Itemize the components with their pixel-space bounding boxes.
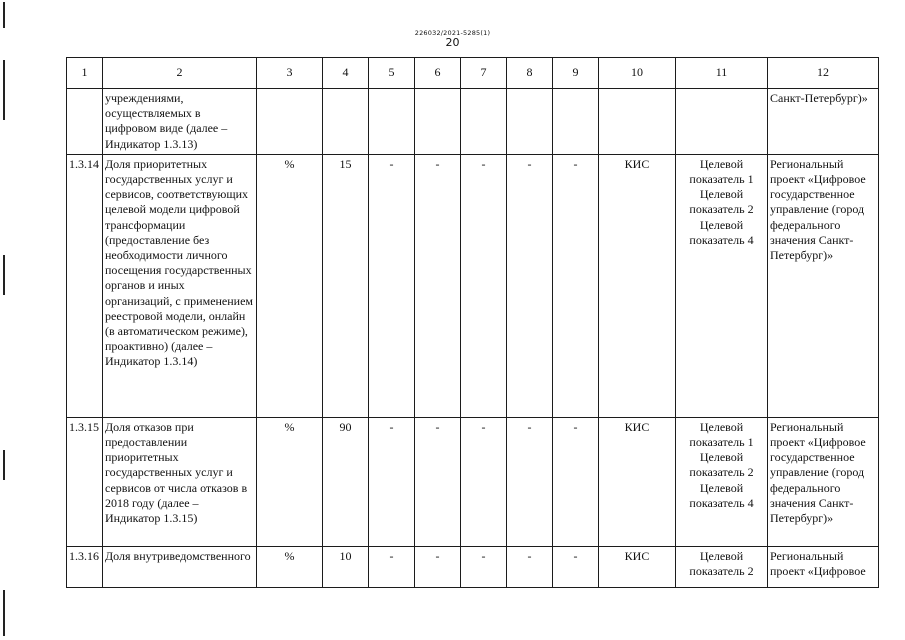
indicator-value: 10 — [323, 546, 369, 587]
indicator-unit: % — [257, 154, 323, 417]
page-number: 20 — [445, 36, 460, 49]
indicator-code: 1.3.15 — [67, 417, 103, 546]
indicator-code: 1.3.14 — [67, 154, 103, 417]
indicator-code: 1.3.16 — [67, 546, 103, 587]
indicator-value — [323, 89, 369, 155]
header-cell: 8 — [507, 58, 553, 89]
header-cell: 7 — [461, 58, 507, 89]
header-cell: 4 — [323, 58, 369, 89]
scan-edge — [3, 0, 6, 640]
cell-col5: - — [369, 546, 415, 587]
regional-project: Региональный проект «Цифровое — [768, 546, 879, 587]
info-system — [599, 89, 676, 155]
cell-col8: - — [507, 154, 553, 417]
header-cell: 2 — [103, 58, 257, 89]
cell-col9: - — [553, 154, 599, 417]
cell-col6: - — [415, 417, 461, 546]
target-indicator: Целевой показатель 1 Целевой показатель 2 Целевой показатель 4 — [676, 154, 768, 417]
cell-col8: - — [507, 417, 553, 546]
table-row — [67, 89, 879, 155]
header-cell: 6 — [415, 58, 461, 89]
cell-col7: - — [461, 417, 507, 546]
cell-col5: - — [369, 154, 415, 417]
indicator-value: 15 — [323, 154, 369, 417]
cell-col6: - — [415, 546, 461, 587]
info-system: КИС — [599, 417, 676, 546]
cell-col8 — [507, 89, 553, 155]
cell-col6 — [415, 89, 461, 155]
indicator-code — [67, 89, 103, 155]
regional-project: Региональный проект «Цифровое государственное управление (город федерального значения Санкт-Петербург)» — [768, 417, 879, 546]
cell-col7 — [461, 89, 507, 155]
indicator-unit — [257, 89, 323, 155]
header-cell: 12 — [768, 58, 879, 89]
header-row — [67, 58, 879, 89]
cell-col8: - — [507, 546, 553, 587]
cell-col9: - — [553, 546, 599, 587]
indicators-table — [66, 57, 879, 588]
indicator-unit: % — [257, 546, 323, 587]
cell-col7: - — [461, 154, 507, 417]
cell-col9 — [553, 89, 599, 155]
cell-col9: - — [553, 417, 599, 546]
header-cell: 1 — [67, 58, 103, 89]
indicator-name: Доля отказов при предоставлении приоритетных государственных услуг и сервисов от числа отказов в 2018 году (далее – Индикатор 1.3.15) — [103, 417, 257, 546]
regional-project: Санкт-Петербург)» — [768, 89, 879, 155]
info-system: КИС — [599, 546, 676, 587]
indicator-unit: % — [257, 417, 323, 546]
header-cell: 10 — [599, 58, 676, 89]
target-indicator: Целевой показатель 1 Целевой показатель 2 Целевой показатель 4 — [676, 417, 768, 546]
cell-col7: - — [461, 546, 507, 587]
indicator-name: учреждениями, осуществляемых в цифровом виде (далее – Индикатор 1.3.13) — [103, 89, 257, 155]
indicator-value: 90 — [323, 417, 369, 546]
cell-col6: - — [415, 154, 461, 417]
target-indicator — [676, 89, 768, 155]
header-cell: 3 — [257, 58, 323, 89]
table-row — [67, 417, 879, 546]
indicator-name: Доля внутриведомственного — [103, 546, 257, 587]
target-indicator: Целевой показатель 2 — [676, 546, 768, 587]
header-cell: 11 — [676, 58, 768, 89]
table-row — [67, 546, 879, 587]
table-row — [67, 154, 879, 417]
cell-col5: - — [369, 417, 415, 546]
header-cell: 5 — [369, 58, 415, 89]
cell-col5 — [369, 89, 415, 155]
indicator-name: Доля приоритетных государственных услуг и сервисов, соответствующих целевой модели цифровой трансформации (предоставление без необходимости личного посещения государственных органов и иных организаций, с применением реестровой модели, онлайн (в автоматическом режиме), проактивно) (далее – Индикатор 1.3.14) — [103, 154, 257, 417]
header-cell: 9 — [553, 58, 599, 89]
regional-project: Региональный проект «Цифровое государственное управление (город федерального значения Санкт-Петербург)» — [768, 154, 879, 417]
info-system: КИС — [599, 154, 676, 417]
document-id: 226032/2021-5285(1) — [414, 29, 491, 37]
